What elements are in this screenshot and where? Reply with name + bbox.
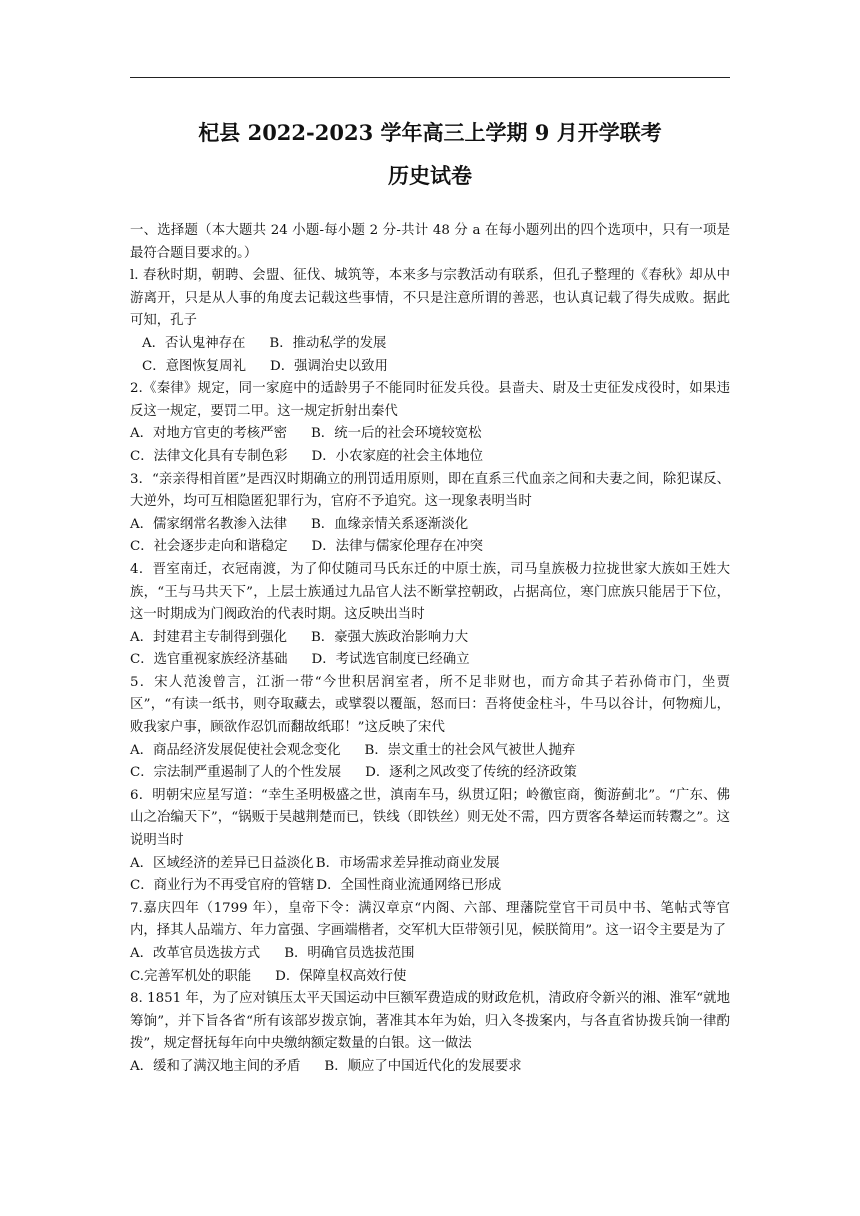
option-b: B．血缘亲情关系逐渐淡化 — [310, 516, 469, 532]
question-2-options-cd — [130, 446, 730, 469]
question-5-options-ab — [130, 740, 730, 763]
question-2-options-ab — [130, 423, 730, 446]
question-6-options-cd — [130, 875, 730, 898]
option-d: D．逐利之风改变了传统的经济政策 — [365, 765, 577, 781]
exam-body — [130, 220, 730, 1079]
question-1-stem: l. 春秋时期，朝聘、会盟、征伐、城筑等，本来多与宗教活动有联系，但孔子整理的《春秋》却从中游离开，只是从人事的角度去记载这些事情，不只是注意所谓的善恶，也认真记载了得失成败。据此可知，孔子 — [130, 268, 730, 329]
question-7-options-ab — [130, 943, 730, 966]
question-8-stem: 8. 1851 年，为了应对镇压太平天国运动中巨额军费造成的财政危机，清政府令新兴的湘、淮军“就地筹饷”，并下旨各省“所有该部岁拨京饷，著准其本年为始，归入冬拨案内，与各直省协拨兵饷一律酌拨”，规定督抚每年向中央缴纳额定数量的白银。这一做法 — [130, 991, 730, 1052]
question-5-options-cd — [130, 762, 730, 785]
question-3-options-ab — [130, 514, 730, 537]
question-4-options-ab — [130, 627, 730, 650]
option-b: B．顺应了中国近代化的发展要求 — [324, 1058, 522, 1074]
option-d: D．小农家庭的社会主体地位 — [311, 448, 483, 464]
question-1-options-cd — [130, 356, 730, 379]
option-a: A．否认鬼神存在 — [142, 335, 246, 351]
question-4-stem: 4．晋室南迁，衣冠南渡，为了仰仗随司马氏东迁的中原士族，司马皇族极力拉拢世家大族如王姓大族，“王与马共天下”，上层士族通过九品官人法不断掌控朝政，占据高位，寒门庶族只能居于下位，这一时期成为门阀政治的代表时期。这反映出当时 — [130, 561, 730, 623]
option-c: C.完善军机处的职能 — [130, 968, 252, 984]
option-a: A．对地方官吏的考核严密 — [130, 426, 287, 442]
question-7-options-cd — [130, 966, 730, 989]
option-c: C．法律文化具有专制色彩 — [130, 448, 288, 464]
exam-subtitle: 历史试卷 — [388, 163, 472, 188]
question-3-options-cd — [130, 536, 730, 559]
question-5-stem: 5．宋人范浚曾言，江浙一带“今世积居润室者，所不足非财也，而方命其子若孙倚市门，坐贾区”，“有读一纸书，则夺取藏去，或擘裂以覆瓿，怒而曰：吾将使金柱斗，牛马以谷计，何物痴儿，败我家户事，顾欲作忍饥而翻故纸耶！”这反映了宋代 — [130, 674, 730, 736]
option-c: C．意图恢复周礼 — [142, 358, 246, 374]
option-d: D．法律与儒家伦理存在冲突 — [311, 539, 483, 555]
option-c: C．社会逐步走向和谐稳定 — [130, 539, 288, 555]
option-d: D．考试选官制度已经确立 — [311, 652, 470, 668]
question-3-stem: 3．“亲亲得相首匿”是西汉时期确立的刑罚适用原则，即在直系三代血亲之间和夫妻之间，除犯谋反、大逆外，均可互相隐匿犯罪行为，官府不予追究。这一现象表明当时 — [130, 471, 730, 510]
question-6-stem: 6．明朝宋应星写道：“幸生圣明极盛之世，滇南车马，纵贯辽阳；岭徼宦商，衡游蓟北”。“广东、佛山之冶编天下”，“锅贩于吴越荆楚而已，铁线（即铁丝）则无处不需，四方贾客各辇运而转鬻之”。这说明当时 — [130, 787, 730, 849]
option-d: D．全国性商业流通网络已形成 — [316, 878, 502, 894]
option-a: A．儒家纲常名教渗入法律 — [130, 516, 287, 532]
option-c: C．选官重视家族经济基础 — [130, 652, 288, 668]
option-b: B．豪强大族政治影响力大 — [310, 629, 469, 645]
option-a: A．商品经济发展促使社会观念变化 — [130, 742, 341, 758]
option-c: C．商业行为不再受官府的管辖 — [130, 878, 315, 894]
section-intro: 一、选择题（本大题共 24 小题-每小题 2 分-共计 48 分 a 在每小题列出的四个选项中，只有一项是最符合题目要求的。） — [130, 223, 730, 261]
question-6-options-ab — [130, 853, 730, 876]
question-8-options-ab — [130, 1056, 730, 1079]
option-b: B．市场需求差异推动商业发展 — [315, 855, 500, 871]
question-2-stem: 2.《秦律》规定，同一家庭中的适龄男子不能同时征发兵役。县啬夫、尉及士吏征发戍役时，如果违反这一规定，要罚二甲。这一规定折射出秦代 — [130, 381, 730, 419]
option-b: B．推动私学的发展 — [269, 335, 387, 351]
exam-title: 杞县 2022-2023 学年高三上学期 9 月开学联考 — [198, 120, 662, 145]
option-d: D．强调治史以致用 — [269, 358, 388, 374]
question-1-options-ab — [130, 333, 730, 356]
option-c: C．宗法制严重遏制了人的个性发展 — [130, 765, 342, 781]
question-4-options-cd — [130, 649, 730, 672]
option-a: A．缓和了满汉地主间的矛盾 — [130, 1058, 301, 1074]
option-a: A．区域经济的差异已日益淡化 — [130, 855, 314, 871]
option-a: A．改革官员选拔方式 — [130, 946, 261, 961]
option-d: D．保障皇权高效行使 — [275, 968, 407, 984]
option-b: B．统一后的社会环境较宽松 — [310, 426, 482, 442]
option-b: B．明确官员选拔范围 — [284, 946, 415, 961]
option-a: A．封建君主专制得到强化 — [130, 629, 287, 645]
header-rule — [130, 77, 730, 78]
question-7-stem: 7.嘉庆四年（1799 年），皇帝下令：满汉章京“内阁、六部、理藩院堂官干司员中书、笔帖式等官内，择其人品端方、年力富强、字画端楷者，交军机大臣带领引见，候朕简用”。这一诏令主要是为了 — [130, 900, 730, 939]
option-b: B．崇文重士的社会风气被世人抛弃 — [364, 742, 576, 758]
